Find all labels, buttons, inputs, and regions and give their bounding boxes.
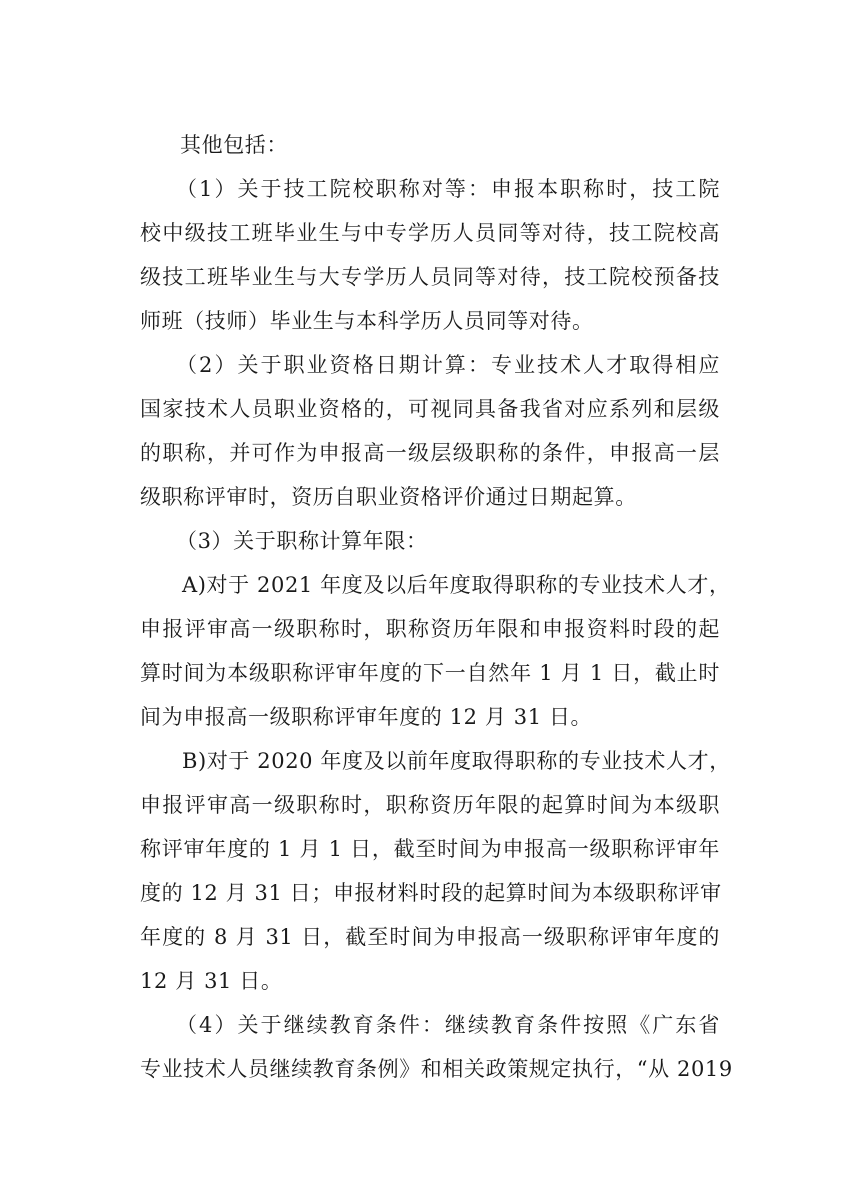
item-3b-line-1: B)对于 2020 年度及以前年度取得职称的专业技术人才， xyxy=(182,749,731,773)
item-3b-line-2: 申报评审高一级职称时，职称资历年限的起算时间为本级职 xyxy=(140,793,720,817)
item-3b-line-5: 年度的 8 月 31 日，截至时间为申报高一级职称评审年度的 xyxy=(140,925,720,949)
item-1-line-1: （1）关于技工院校职称对等：申报本职称时，技工院 xyxy=(176,177,720,201)
item-3a-line-2: 申报评审高一级职称时，职称资历年限和申报资料时段的起 xyxy=(140,617,720,641)
item-3a-line-4: 间为申报高一级职称评审年度的 12 月 31 日。 xyxy=(140,705,593,729)
item-4-line-1: （4）关于继续教育条件：继续教育条件按照《广东省 xyxy=(176,1013,720,1037)
item-3b-line-6: 12 月 31 日。 xyxy=(140,969,283,993)
item-3a-line-3: 算时间为本级职称评审年度的下一自然年 1 月 1 日，截止时 xyxy=(140,661,720,685)
item-1-line-2: 校中级技工班毕业生与中专学历人员同等对待，技工院校高 xyxy=(140,221,720,245)
item-3a-line-1: A)对于 2021 年度及以后年度取得职称的专业技术人才， xyxy=(182,573,731,597)
item-2-line-4: 级职称评审时，资历自职业资格评价通过日期起算。 xyxy=(140,485,637,509)
item-1-line-3: 级技工班毕业生与大专学历人员同等对待，技工院校预备技 xyxy=(140,265,720,289)
item-1-line-4: 师班（技师）毕业生与本科学历人员同等对待。 xyxy=(140,309,594,333)
item-3-heading: （3）关于职称计算年限： xyxy=(176,529,428,553)
item-2-line-3: 的职称，并可作为申报高一级层级职称的条件，申报高一层 xyxy=(140,441,720,465)
item-3b-line-3: 称评审年度的 1 月 1 日，截至时间为申报高一级职称评审年 xyxy=(140,837,720,861)
intro-line: 其他包括： xyxy=(180,133,288,157)
item-2-line-2: 国家技术人员职业资格的，可视同具备我省对应系列和层级 xyxy=(140,397,720,421)
item-2-line-1: （2）关于职业资格日期计算：专业技术人才取得相应 xyxy=(176,353,720,377)
item-4-line-2: 专业技术人员继续教育条例》和相关政策规定执行，“从 2019 xyxy=(140,1057,733,1081)
item-3b-line-4: 度的 12 月 31 日；申报材料时段的起算时间为本级职称评审 xyxy=(140,881,722,905)
